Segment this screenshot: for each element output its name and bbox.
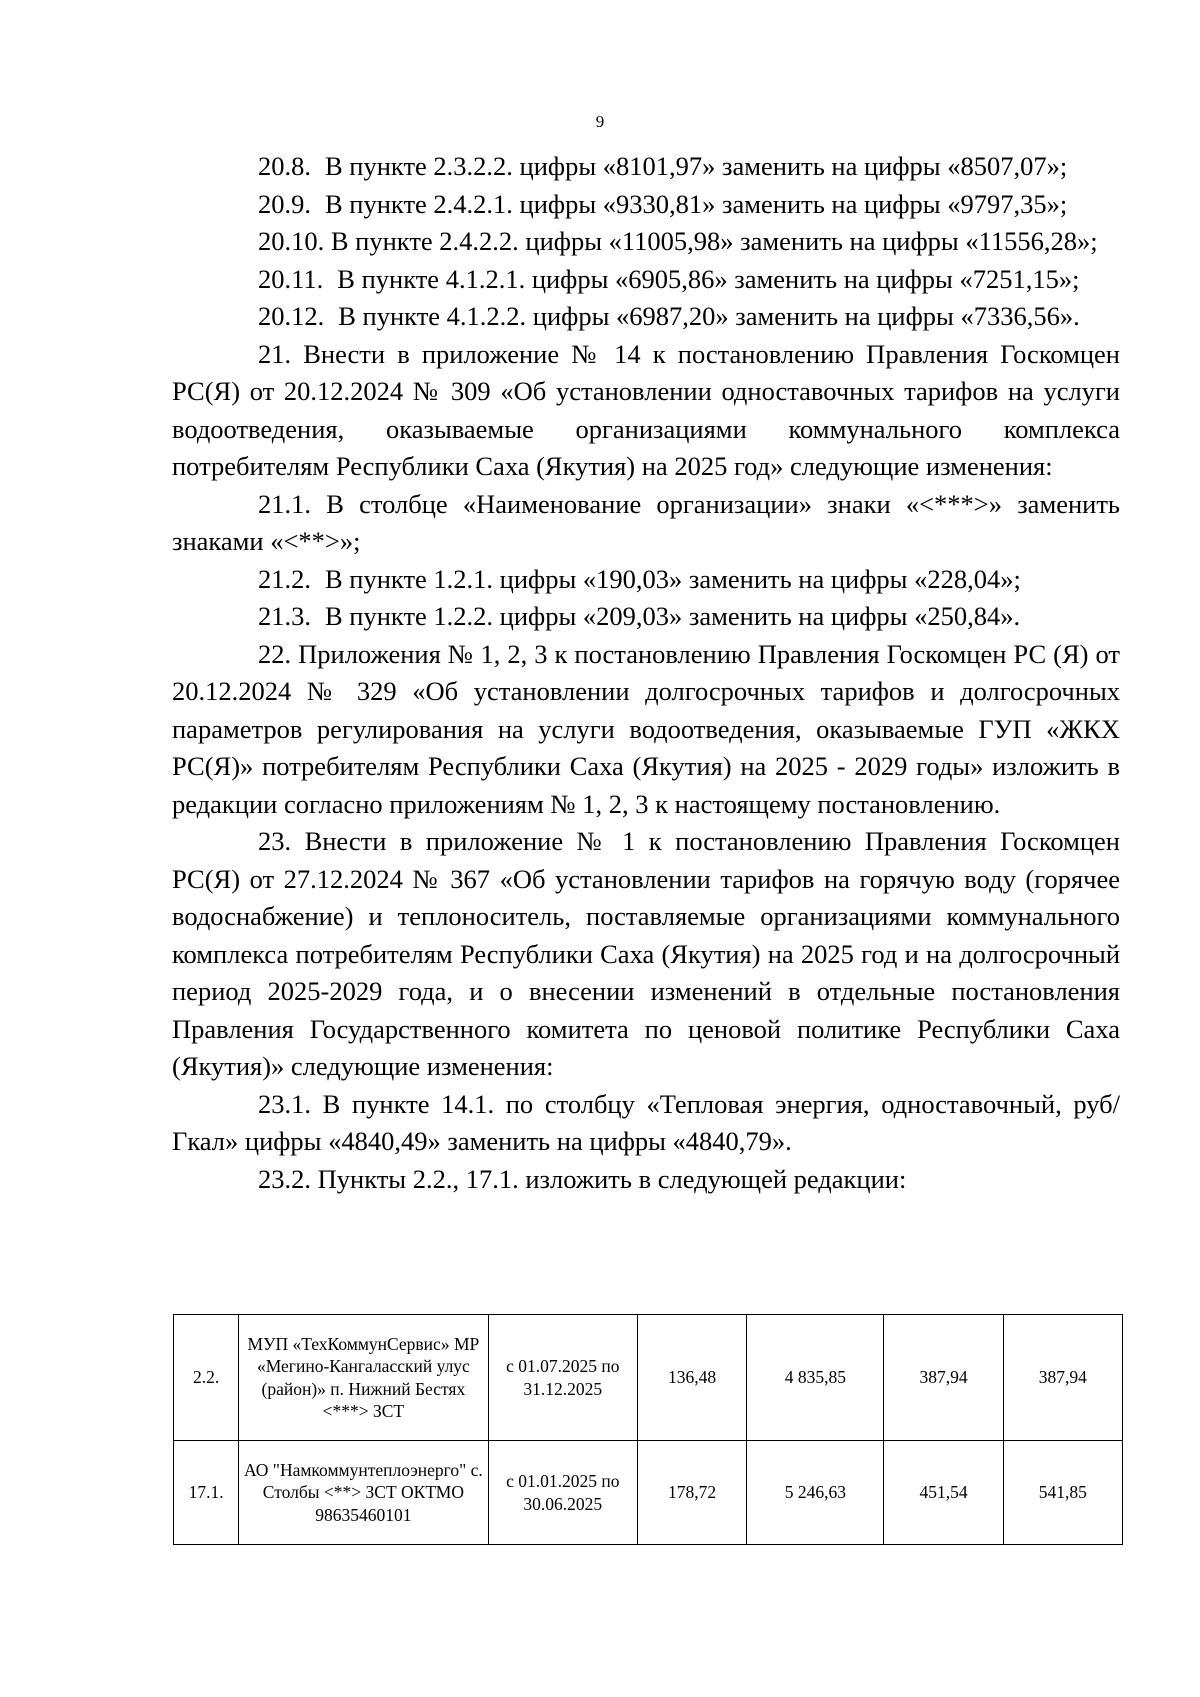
item-text: В пункте 2.4.2.1. цифры «9330,81» заменить на цифры «9797,35»;: [325, 188, 1068, 219]
table-row: [174, 1315, 1123, 1441]
item-text: В пункте 4.1.2.2. цифры «6987,20» заменить на цифры «7336,56».: [338, 301, 1080, 331]
paragraph-23: 23. Внести в приложение № 1 к постановлению Правления Госкомцен РС(Я) от 27.12.2024 № 367 «Об установлении тарифов на горячую воду (горячее водоснабжение) и теплоноситель, поставляемые организациями коммунального комплекса потребителям Республики Саха (Якутия) на 2025 год и на долгосрочный период 2025-2029 года, и о внесении изменений в отдельные постановления Правления Государственного комитета по ценовой политике Республики Саха (Якутия)» следующие изменения:: [172, 826, 1120, 1081]
item-number: 20.9.: [258, 188, 311, 219]
paragraph-21: 21. Внести в приложение № 14 к постановлению Правления Госкомцен РС(Я) от 20.12.2024 № 309 «Об установлении одноставочных тарифов на услуги водоотведения, оказываемые организациями коммунального комплекса потребителям Республики Саха (Якутия) на 2025 год» следующие изменения:: [172, 338, 1120, 481]
table-cell: 387,94: [1003, 1315, 1122, 1441]
table-cell: 451,54: [884, 1441, 1003, 1545]
item-text: В пункте 1.2.2. цифры «209,03» заменить на цифры «250,84».: [325, 601, 1021, 631]
table-cell: 387,94: [884, 1315, 1003, 1441]
item-number: 20.12.: [258, 301, 325, 331]
item-number: 20.8.: [258, 151, 311, 181]
item-text: В пункте 1.2.1. цифры «190,03» заменить на цифры «228,04»;: [325, 563, 1021, 594]
table-cell: 2.2.: [174, 1315, 239, 1441]
paragraph-23-2: 23.2. Пункты 2.2., 17.1. изложить в следующей редакции:: [258, 1163, 907, 1194]
item-text: В пункте 2.3.2.2. цифры «8101,97» заменить на цифры «8507,07»;: [325, 151, 1068, 181]
paragraph-20-11: [258, 261, 1120, 299]
paragraph-20-8: [258, 148, 1120, 186]
table-cell: 4 835,85: [747, 1315, 884, 1441]
page-number: 9: [595, 112, 605, 131]
table-cell: с 01.01.2025 по 30.06.2025: [488, 1441, 637, 1545]
item-number: 21.2.: [258, 563, 311, 594]
paragraph-22: 22. Приложения № 1, 2, 3 к постановлению Правления Госкомцен РС (Я) от 20.12.2024 № 329 «Об установлении долгосрочных тарифов и долгосрочных параметров регулирования на услуги водоотведения, оказываемые ГУП «ЖКХ РС(Я)» потребителям Республики Саха (Якутия) на 2025 - 2029 годы» изложить в редакции согласно приложениям № 1, 2, 3 к настоящему постановлению.: [172, 638, 1120, 819]
item-number: 21.3.: [258, 601, 311, 631]
paragraph-21-3: [258, 598, 1120, 636]
table-cell: 17.1.: [174, 1441, 239, 1545]
table-cell: МУП «ТехКоммунСервис» МР «Мегино-Кангаласский улус (район)» п. Нижний Бестях <***> ЗСТ: [239, 1315, 489, 1441]
table-cell: 136,48: [637, 1315, 746, 1441]
item-number: 20.11.: [258, 263, 324, 294]
paragraph-20-10: 20.10. В пункте 2.4.2.2. цифры «11005,98» заменить на цифры «11556,28»;: [258, 226, 1098, 256]
paragraph-20-12: [258, 298, 1120, 336]
document-body: [172, 148, 1120, 1198]
table-row: [174, 1441, 1123, 1545]
table-cell: с 01.07.2025 по 31.12.2025: [488, 1315, 637, 1441]
item-text: В пункте 4.1.2.1. цифры «6905,86» заменить на цифры «7251,15»;: [337, 263, 1080, 294]
paragraph-23-1: 23.1. В пункте 14.1. по столбцу «Тепловая энергия, одноставочный, руб/Гкал» цифры «4840,49» заменить на цифры «4840,79».: [172, 1088, 1120, 1156]
tariff-table: [173, 1314, 1123, 1545]
table-cell: 541,85: [1003, 1441, 1122, 1545]
table-cell: 178,72: [637, 1441, 746, 1545]
table-cell: 5 246,63: [747, 1441, 884, 1545]
paragraph-21-2: [258, 561, 1120, 599]
table-cell: АО "Намкоммунтеплоэнерго" с. Столбы <**> ЗСТ ОКТМО 98635460101: [239, 1441, 489, 1545]
paragraph-20-9: [258, 186, 1120, 224]
paragraph-21-1: 21.1. В столбце «Наименование организации» знаки «<***>» заменить знаками «<**>»;: [172, 488, 1120, 556]
